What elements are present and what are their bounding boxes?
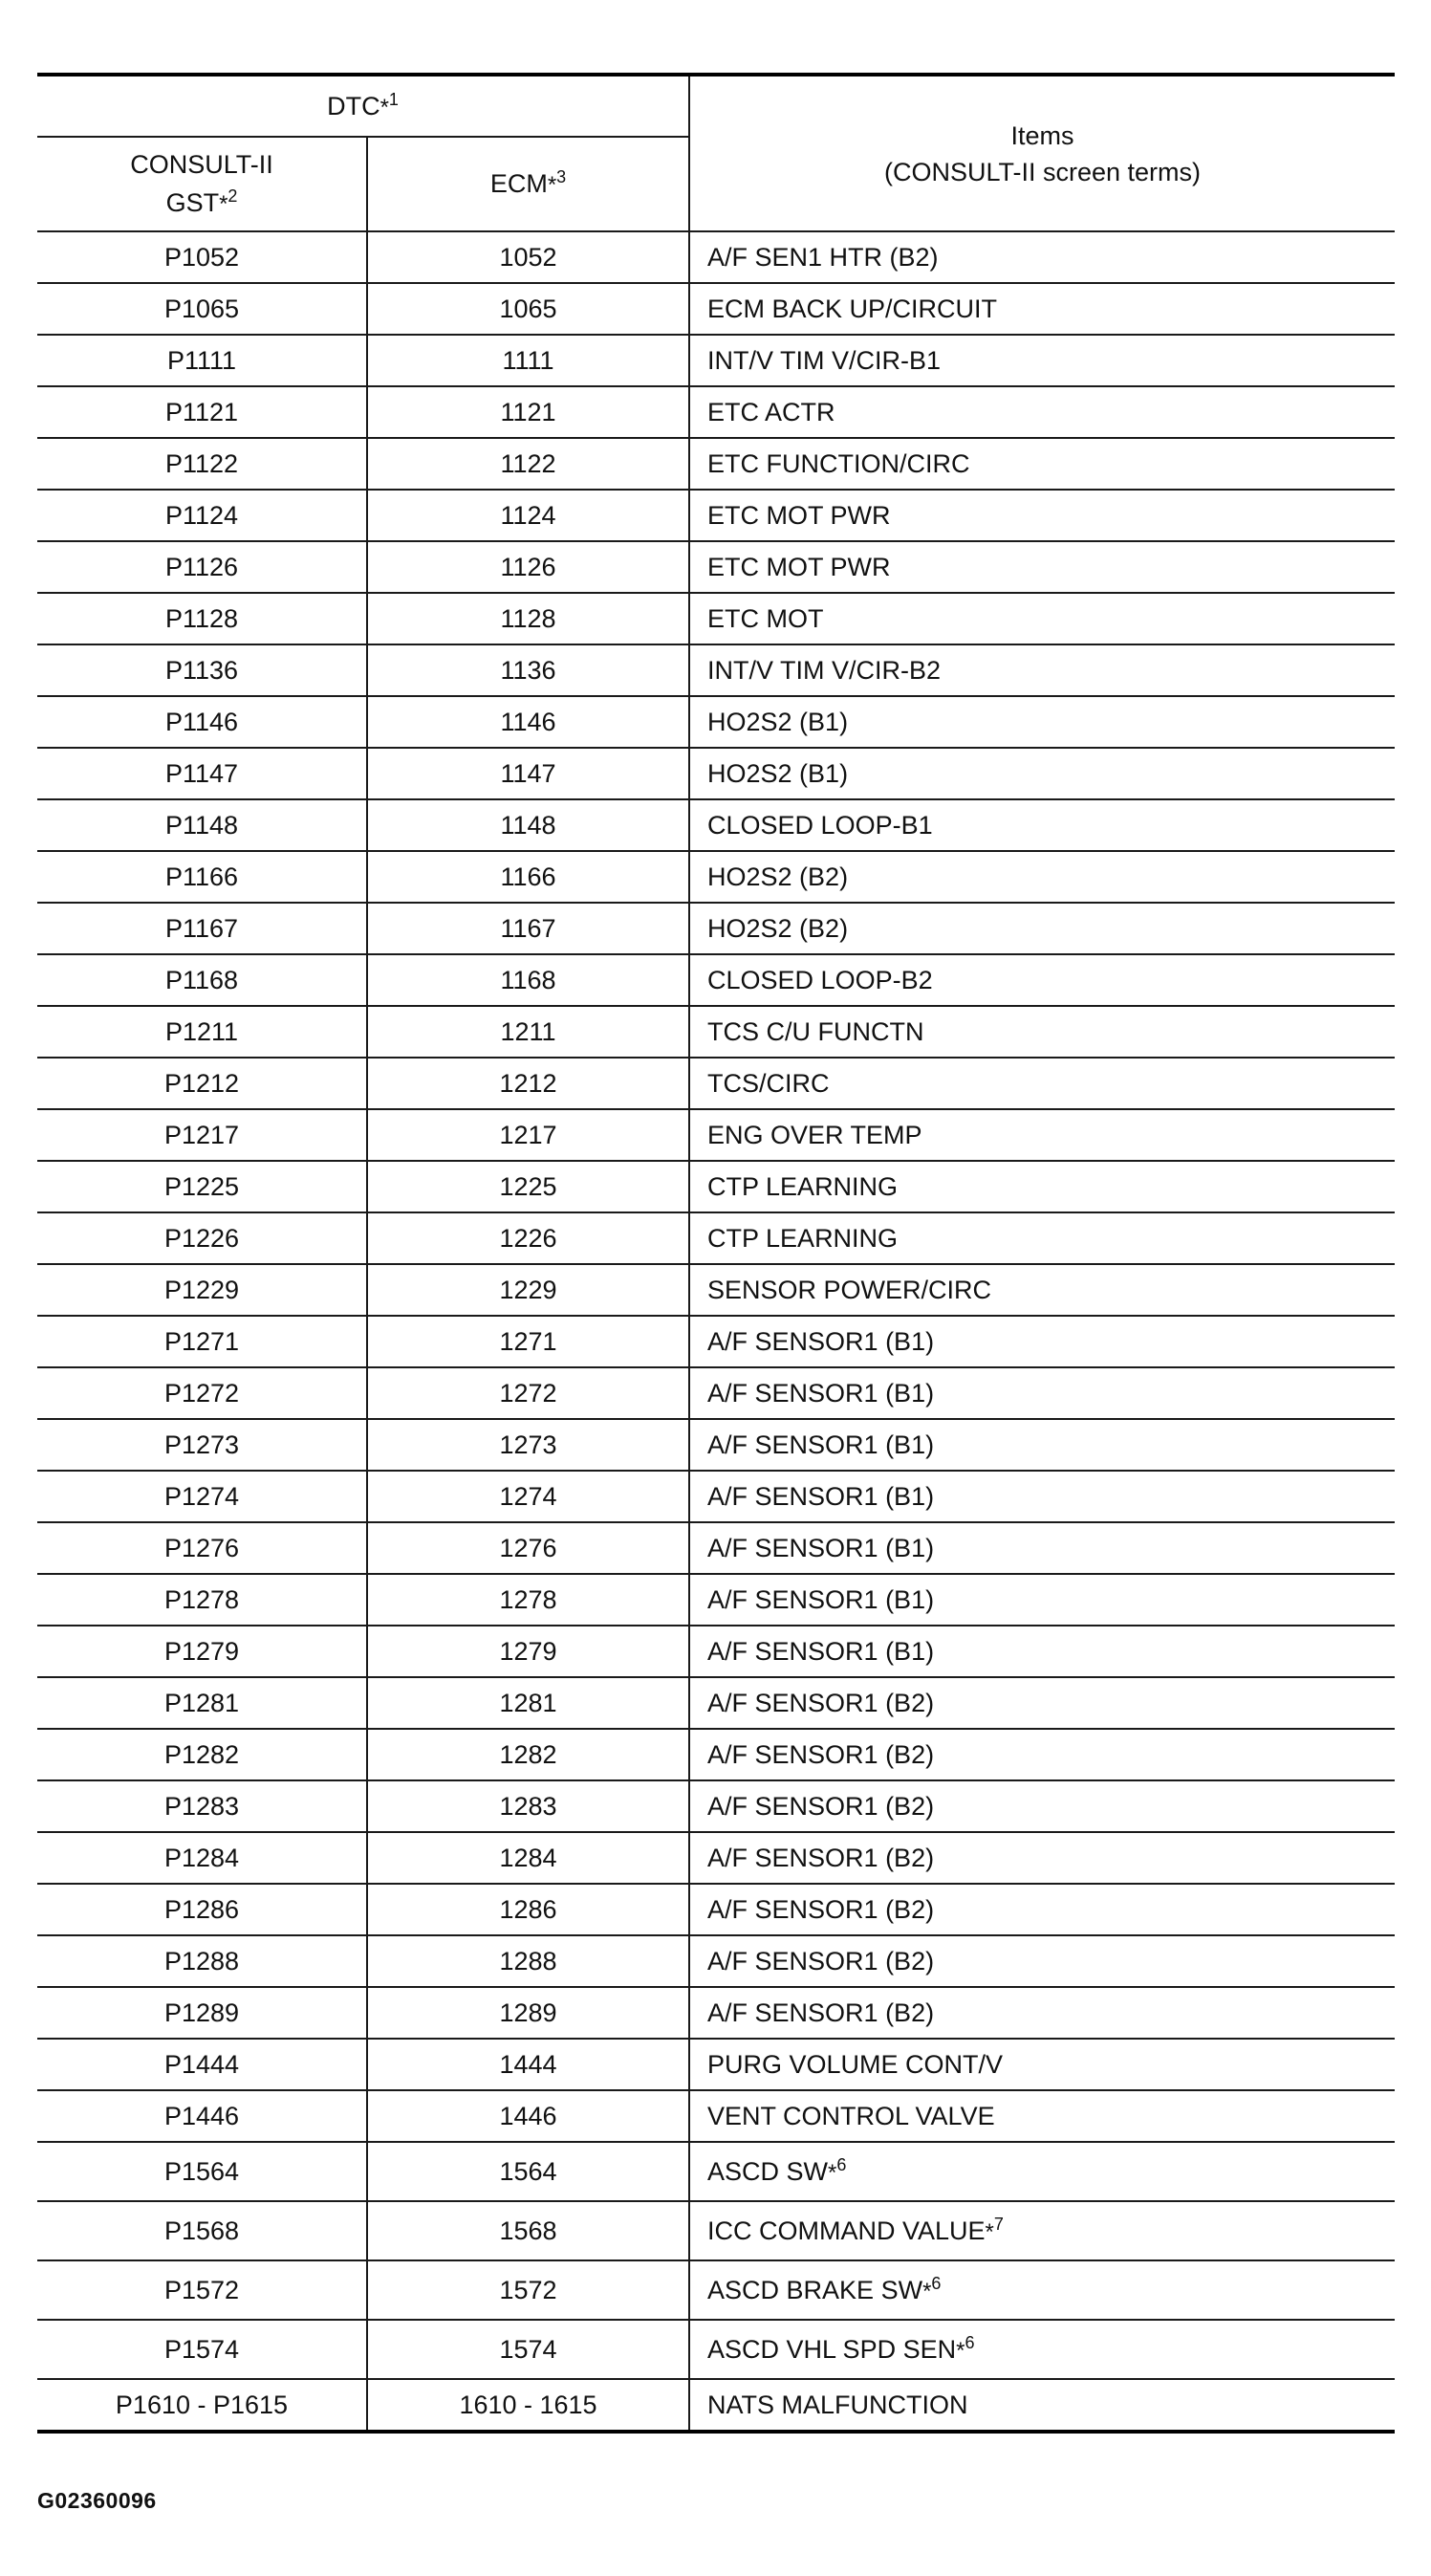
- item-label: ETC MOT PWR: [707, 500, 891, 530]
- cell-consult-gst: P1167: [37, 903, 367, 954]
- item-label: CTP LEARNING: [707, 1171, 899, 1201]
- cell-consult-gst: P1273: [37, 1419, 367, 1471]
- table-row: [37, 954, 1395, 1006]
- cell-ecm: 1122: [367, 438, 689, 490]
- cell-item: [689, 1109, 1395, 1161]
- table-row: [37, 748, 1395, 799]
- table-row: [37, 1832, 1395, 1884]
- cell-ecm: 1272: [367, 1367, 689, 1419]
- cell-item: [689, 1419, 1395, 1471]
- item-label: A/F SENSOR1 (B2): [707, 1843, 935, 1872]
- item-label: ASCD BRAKE SW: [707, 2275, 923, 2304]
- cell-consult-gst: P1168: [37, 954, 367, 1006]
- cell-consult-gst: P1446: [37, 2090, 367, 2142]
- cell-item: [689, 1316, 1395, 1367]
- cell-ecm: 1286: [367, 1884, 689, 1935]
- header-gst-label: GST: [165, 187, 220, 217]
- item-label: SENSOR POWER/CIRC: [707, 1275, 992, 1304]
- cell-ecm: 1568: [367, 2201, 689, 2260]
- item-note: 6: [931, 2273, 942, 2293]
- item-label: ETC MOT PWR: [707, 552, 891, 581]
- item-note: 6: [836, 2154, 847, 2174]
- cell-consult-gst: P1148: [37, 799, 367, 851]
- table-row: [37, 1780, 1395, 1832]
- header-ecm-note: 3: [556, 166, 567, 186]
- table-row: [37, 1419, 1395, 1471]
- cell-ecm: 1273: [367, 1419, 689, 1471]
- item-label: HO2S2 (B2): [707, 913, 849, 943]
- cell-item: [689, 1471, 1395, 1522]
- item-label: A/F SEN1 HTR (B2): [707, 242, 939, 272]
- cell-item: [689, 1626, 1395, 1677]
- item-label: A/F SENSOR1 (B1): [707, 1326, 935, 1356]
- cell-consult-gst: P1126: [37, 541, 367, 593]
- item-label: A/F SENSOR1 (B1): [707, 1533, 935, 1562]
- cell-ecm: 1065: [367, 283, 689, 335]
- cell-ecm: 1217: [367, 1109, 689, 1161]
- cell-ecm: 1212: [367, 1058, 689, 1109]
- table-row: [37, 438, 1395, 490]
- cell-ecm: 1226: [367, 1212, 689, 1264]
- table-row: [37, 1574, 1395, 1626]
- cell-consult-gst: P1574: [37, 2320, 367, 2379]
- item-label: A/F SENSOR1 (B2): [707, 1688, 935, 1717]
- cell-item: [689, 593, 1395, 644]
- cell-consult-gst: P1288: [37, 1935, 367, 1987]
- cell-ecm: 1574: [367, 2320, 689, 2379]
- cell-consult-gst: P1111: [37, 335, 367, 386]
- cell-consult-gst: P1122: [37, 438, 367, 490]
- item-label: VENT CONTROL VALVE: [707, 2101, 995, 2130]
- cell-ecm: 1128: [367, 593, 689, 644]
- header-ecm-label: ECM: [489, 168, 548, 198]
- item-label: A/F SENSOR1 (B1): [707, 1636, 935, 1666]
- cell-item: [689, 1935, 1395, 1987]
- item-note: 7: [993, 2214, 1004, 2234]
- cell-consult-gst: P1211: [37, 1006, 367, 1058]
- item-label: A/F SENSOR1 (B2): [707, 1946, 935, 1976]
- cell-item: [689, 799, 1395, 851]
- table-row: [37, 1935, 1395, 1987]
- table-row: [37, 541, 1395, 593]
- cell-item: [689, 2039, 1395, 2090]
- cell-consult-gst: P1279: [37, 1626, 367, 1677]
- table-row: [37, 1677, 1395, 1729]
- table-body: [37, 231, 1395, 2432]
- table-row: [37, 696, 1395, 748]
- table-row: [37, 1109, 1395, 1161]
- table-row: [37, 2142, 1395, 2201]
- cell-ecm: 1146: [367, 696, 689, 748]
- cell-ecm: 1229: [367, 1264, 689, 1316]
- cell-consult-gst: P1229: [37, 1264, 367, 1316]
- item-label: NATS MALFUNCTION: [707, 2390, 968, 2419]
- cell-consult-gst: P1166: [37, 851, 367, 903]
- cell-consult-gst: P1146: [37, 696, 367, 748]
- header-dtc: DTC*$^1$: [37, 75, 689, 137]
- header-items-label: Items: [1010, 120, 1074, 150]
- cell-consult-gst: P1217: [37, 1109, 367, 1161]
- table-row: [37, 231, 1395, 283]
- cell-item: [689, 541, 1395, 593]
- cell-item: [689, 1987, 1395, 2039]
- cell-consult-gst: P1610 - P1615: [37, 2379, 367, 2432]
- cell-ecm: 1211: [367, 1006, 689, 1058]
- table-row: [37, 903, 1395, 954]
- cell-ecm: 1288: [367, 1935, 689, 1987]
- cell-item: [689, 1264, 1395, 1316]
- cell-consult-gst: P1282: [37, 1729, 367, 1780]
- cell-ecm: 1276: [367, 1522, 689, 1574]
- item-label: CLOSED LOOP-B2: [707, 965, 933, 994]
- cell-consult-gst: P1052: [37, 231, 367, 283]
- cell-consult-gst: P1271: [37, 1316, 367, 1367]
- cell-ecm: 1274: [367, 1471, 689, 1522]
- item-label: A/F SENSOR1 (B2): [707, 1739, 935, 1769]
- cell-item: [689, 1574, 1395, 1626]
- cell-item: [689, 2090, 1395, 2142]
- cell-ecm: 1126: [367, 541, 689, 593]
- table-row: [37, 1161, 1395, 1212]
- table-row: [37, 1264, 1395, 1316]
- item-label: A/F SENSOR1 (B1): [707, 1378, 935, 1408]
- cell-item: ASCD VHL SPD SEN*$^6$: [689, 2320, 1395, 2379]
- item-label: PURG VOLUME CONT/V: [707, 2049, 1004, 2079]
- cell-consult-gst: P1276: [37, 1522, 367, 1574]
- cell-item: [689, 903, 1395, 954]
- cell-ecm: 1282: [367, 1729, 689, 1780]
- header-items: [689, 75, 1395, 231]
- item-label: ECM BACK UP/CIRCUIT: [707, 294, 998, 323]
- cell-item: [689, 1058, 1395, 1109]
- header-dtc-label: DTC: [327, 91, 380, 120]
- cell-item: [689, 954, 1395, 1006]
- cell-ecm: 1281: [367, 1677, 689, 1729]
- cell-ecm: 1166: [367, 851, 689, 903]
- cell-item: [689, 283, 1395, 335]
- item-label: ETC FUNCTION/CIRC: [707, 448, 970, 478]
- item-label: A/F SENSOR1 (B2): [707, 1791, 935, 1821]
- cell-ecm: 1572: [367, 2260, 689, 2320]
- cell-ecm: 1444: [367, 2039, 689, 2090]
- cell-ecm: 1279: [367, 1626, 689, 1677]
- item-label: ENG OVER TEMP: [707, 1120, 922, 1149]
- item-label: CLOSED LOOP-B1: [707, 810, 933, 840]
- table-row: [37, 283, 1395, 335]
- table-row: [37, 2201, 1395, 2260]
- item-label: INT/V TIM V/CIR-B2: [707, 655, 942, 685]
- item-label: HO2S2 (B1): [707, 707, 849, 736]
- cell-ecm: 1121: [367, 386, 689, 438]
- cell-consult-gst: P1147: [37, 748, 367, 799]
- table-row: [37, 644, 1395, 696]
- figure-code: G02360096: [37, 2488, 157, 2513]
- table-row: [37, 593, 1395, 644]
- cell-item: [689, 1006, 1395, 1058]
- table-row: [37, 1884, 1395, 1935]
- cell-consult-gst: P1444: [37, 2039, 367, 2090]
- cell-item: [689, 1884, 1395, 1935]
- cell-consult-gst: P1289: [37, 1987, 367, 2039]
- cell-ecm: 1111: [367, 335, 689, 386]
- table-row: [37, 1522, 1395, 1574]
- cell-item: [689, 1212, 1395, 1264]
- cell-item: ASCD BRAKE SW*$^6$: [689, 2260, 1395, 2320]
- table-row: [37, 2320, 1395, 2379]
- cell-ecm: 1289: [367, 1987, 689, 2039]
- item-label: ASCD VHL SPD SEN: [707, 2334, 957, 2364]
- cell-consult-gst: P1274: [37, 1471, 367, 1522]
- item-label: ICC COMMAND VALUE: [707, 2216, 986, 2245]
- table-row: [37, 1626, 1395, 1677]
- cell-ecm: 1610 - 1615: [367, 2379, 689, 2432]
- table-row: [37, 1316, 1395, 1367]
- cell-item: [689, 1161, 1395, 1212]
- cell-item: [689, 438, 1395, 490]
- cell-item: [689, 1677, 1395, 1729]
- cell-item: [689, 748, 1395, 799]
- table-row: [37, 490, 1395, 541]
- cell-ecm: 1564: [367, 2142, 689, 2201]
- cell-consult-gst: P1212: [37, 1058, 367, 1109]
- item-label: CTP LEARNING: [707, 1223, 899, 1253]
- cell-item: [689, 644, 1395, 696]
- cell-ecm: 1124: [367, 490, 689, 541]
- table-row: [37, 1367, 1395, 1419]
- header-consult-gst: CONSULT-II GST*$^2$: [37, 137, 367, 231]
- table-row: [37, 1729, 1395, 1780]
- cell-item: [689, 386, 1395, 438]
- item-label: A/F SENSOR1 (B1): [707, 1430, 935, 1459]
- item-label: ETC ACTR: [707, 397, 835, 426]
- table-row: [37, 851, 1395, 903]
- cell-consult-gst: P1278: [37, 1574, 367, 1626]
- cell-item: [689, 490, 1395, 541]
- cell-item: [689, 1522, 1395, 1574]
- item-label: A/F SENSOR1 (B2): [707, 1997, 935, 2027]
- cell-consult-gst: P1286: [37, 1884, 367, 1935]
- cell-consult-gst: P1136: [37, 644, 367, 696]
- cell-consult-gst: P1124: [37, 490, 367, 541]
- cell-ecm: 1225: [367, 1161, 689, 1212]
- table-row: [37, 799, 1395, 851]
- table-row: [37, 386, 1395, 438]
- cell-item: [689, 335, 1395, 386]
- item-label: HO2S2 (B2): [707, 862, 849, 891]
- item-label: A/F SENSOR1 (B2): [707, 1894, 935, 1924]
- cell-ecm: 1147: [367, 748, 689, 799]
- cell-item: [689, 1367, 1395, 1419]
- cell-ecm: 1052: [367, 231, 689, 283]
- cell-consult-gst: P1225: [37, 1161, 367, 1212]
- cell-consult-gst: P1283: [37, 1780, 367, 1832]
- table-row: [37, 1058, 1395, 1109]
- item-label: A/F SENSOR1 (B1): [707, 1584, 935, 1614]
- table-row: [37, 2039, 1395, 2090]
- cell-ecm: 1136: [367, 644, 689, 696]
- table-row: [37, 2379, 1395, 2432]
- header-ecm: ECM*$^3$: [367, 137, 689, 231]
- cell-item: [689, 1832, 1395, 1884]
- cell-item: [689, 851, 1395, 903]
- table-row: [37, 2260, 1395, 2320]
- cell-ecm: 1278: [367, 1574, 689, 1626]
- item-label: INT/V TIM V/CIR-B1: [707, 345, 942, 375]
- table-row: [37, 1471, 1395, 1522]
- item-label: HO2S2 (B1): [707, 758, 849, 788]
- cell-consult-gst: P1272: [37, 1367, 367, 1419]
- dtc-table: [37, 73, 1395, 2434]
- cell-consult-gst: P1281: [37, 1677, 367, 1729]
- item-label: ETC MOT: [707, 603, 824, 633]
- cell-ecm: 1446: [367, 2090, 689, 2142]
- cell-item: [689, 2379, 1395, 2432]
- cell-consult-gst: P1284: [37, 1832, 367, 1884]
- cell-consult-gst: P1065: [37, 283, 367, 335]
- header-items-sublabel: (CONSULT-II screen terms): [883, 157, 1202, 186]
- table-row: [37, 335, 1395, 386]
- table-row: [37, 1006, 1395, 1058]
- header-gst-note: 2: [228, 186, 238, 206]
- cell-item: [689, 696, 1395, 748]
- cell-ecm: 1168: [367, 954, 689, 1006]
- header-dtc-note: 1: [388, 89, 399, 109]
- cell-item: ASCD SW*$^6$: [689, 2142, 1395, 2201]
- item-note: 6: [965, 2332, 975, 2352]
- table-header: [37, 75, 1395, 231]
- cell-consult-gst: P1128: [37, 593, 367, 644]
- cell-consult-gst: P1564: [37, 2142, 367, 2201]
- cell-consult-gst: P1121: [37, 386, 367, 438]
- cell-ecm: 1148: [367, 799, 689, 851]
- item-label: A/F SENSOR1 (B1): [707, 1481, 935, 1511]
- cell-item: ICC COMMAND VALUE*$^7$: [689, 2201, 1395, 2260]
- cell-consult-gst: P1572: [37, 2260, 367, 2320]
- cell-consult-gst: P1226: [37, 1212, 367, 1264]
- cell-ecm: 1167: [367, 903, 689, 954]
- cell-ecm: 1284: [367, 1832, 689, 1884]
- cell-ecm: 1283: [367, 1780, 689, 1832]
- cell-ecm: 1271: [367, 1316, 689, 1367]
- item-label: ASCD SW: [707, 2156, 829, 2186]
- header-consult-label: CONSULT-II: [130, 149, 273, 179]
- cell-item: [689, 231, 1395, 283]
- table-row: [37, 1987, 1395, 2039]
- cell-item: [689, 1780, 1395, 1832]
- item-label: TCS/CIRC: [707, 1068, 830, 1098]
- item-label: TCS C/U FUNCTN: [707, 1016, 924, 1046]
- cell-consult-gst: P1568: [37, 2201, 367, 2260]
- table-row: [37, 1212, 1395, 1264]
- table-row: [37, 2090, 1395, 2142]
- cell-item: [689, 1729, 1395, 1780]
